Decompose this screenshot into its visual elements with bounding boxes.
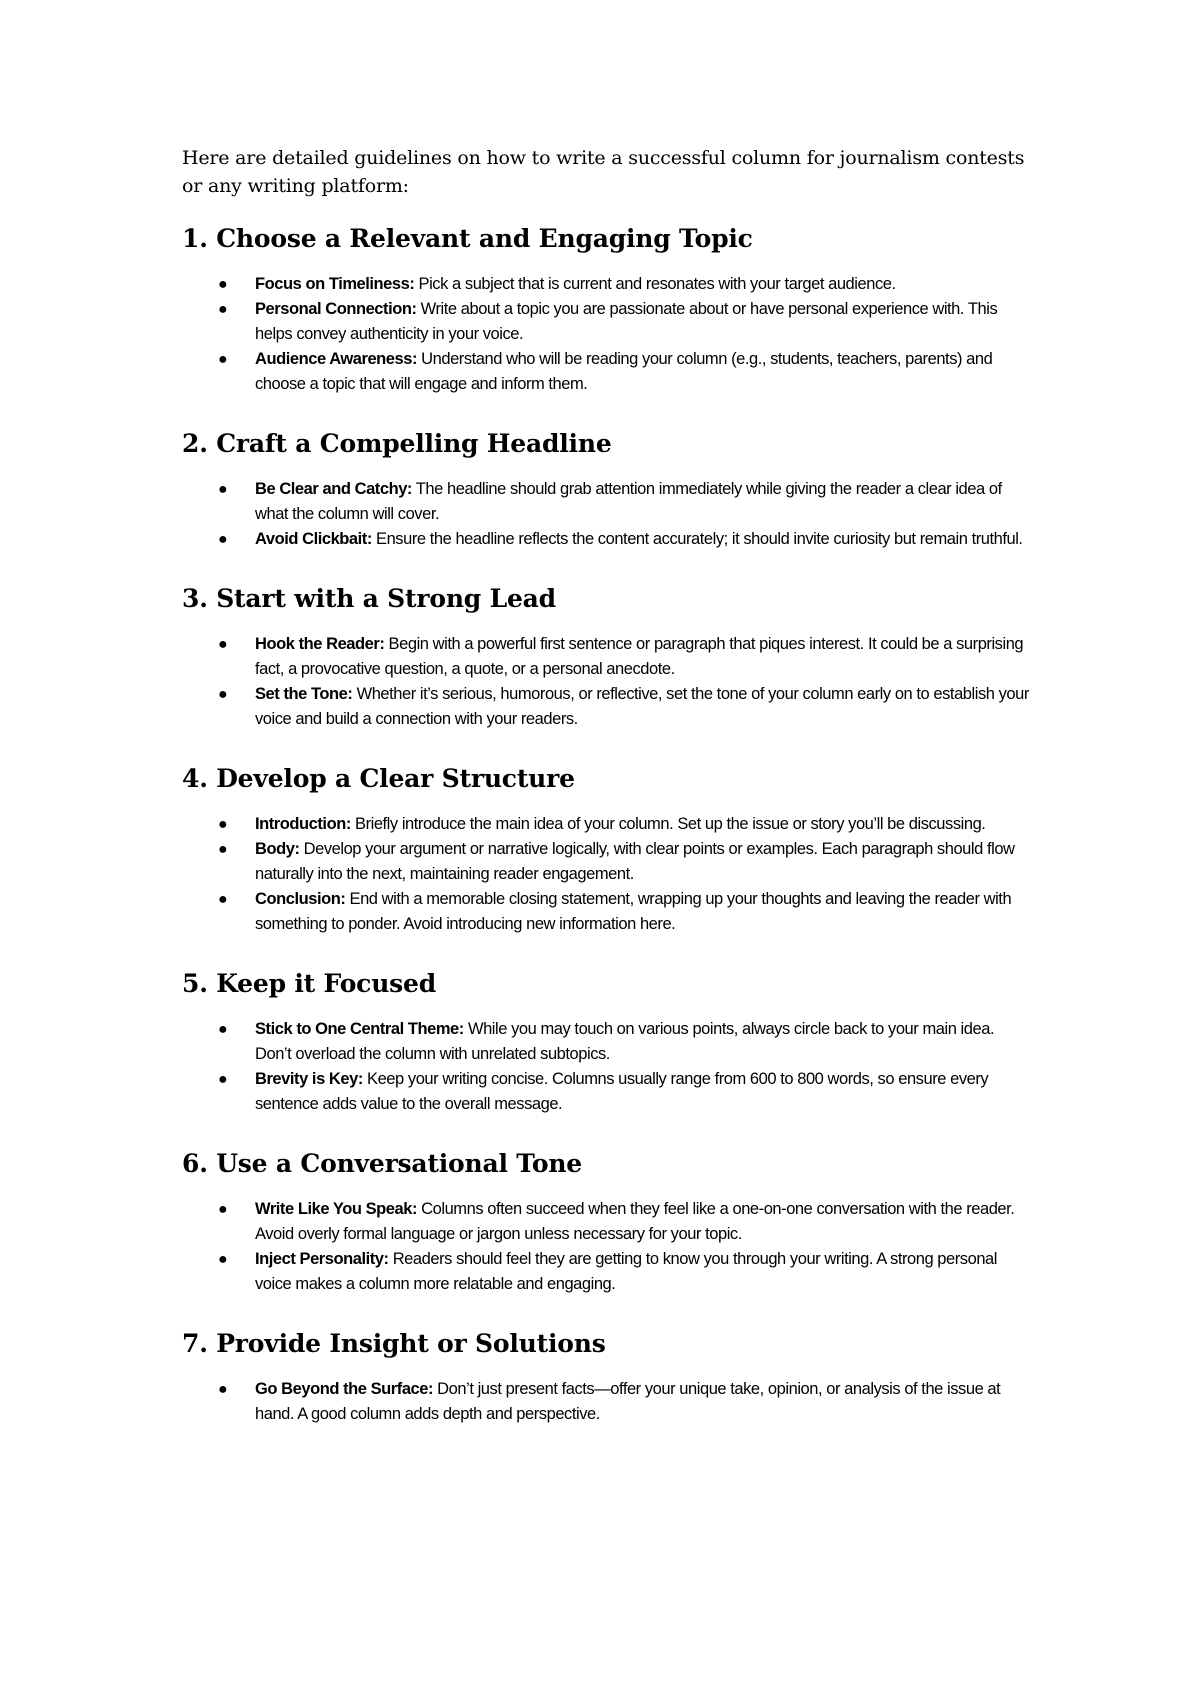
bullet-list: [182, 1377, 1032, 1427]
bullet-term: Go Beyond the Surface:: [255, 1380, 434, 1398]
list-item: [182, 272, 1032, 297]
section-3: [182, 582, 1032, 732]
bullet-term: Audience Awareness:: [255, 350, 418, 368]
bullet-list: [182, 272, 1032, 397]
bullet-text: End with a memorable closing statement, wrapping up your thoughts and leaving the reader with something to ponder. Avoid introducing new information here.: [255, 890, 1012, 933]
bullet-term: Body:: [255, 840, 300, 858]
bullet-text: Pick a subject that is current and resonates with your target audience.: [414, 275, 896, 293]
list-item: [182, 682, 1032, 732]
bullet-term: Brevity is Key:: [255, 1070, 363, 1088]
bullet-text: The headline should grab attention immediately while giving the reader a clear idea of what the column will cover.: [255, 480, 1002, 523]
list-item: [182, 297, 1032, 347]
bullet-text: Understand who will be reading your column (e.g., students, teachers, parents) and choose a topic that will engage and inform them.: [255, 350, 993, 393]
section-heading: 7. Provide Insight or Solutions: [182, 1329, 606, 1358]
bullet-list: [182, 1197, 1032, 1297]
bullet-text: Write about a topic you are passionate about or have personal experience with. This helps convey authenticity in your voice.: [255, 300, 998, 343]
list-item: [182, 632, 1032, 682]
bullet-text: Don’t just present facts—offer your unique take, opinion, or analysis of the issue at hand. A good column adds depth and perspective.: [255, 1380, 1001, 1423]
bullet-term: Personal Connection:: [255, 300, 417, 318]
bullet-dot-icon: ●: [218, 531, 228, 548]
list-item: [182, 812, 1032, 837]
bullet-dot-icon: ●: [218, 1021, 228, 1038]
bullet-term: Stick to One Central Theme:: [255, 1020, 464, 1038]
bullet-text: Whether it’s serious, humorous, or reflective, set the tone of your column early on to establish your voice and build a connection with your readers.: [255, 685, 1029, 728]
list-item: [182, 887, 1032, 937]
section-heading: 4. Develop a Clear Structure: [182, 764, 575, 793]
intro-paragraph: Here are detailed guidelines on how to write a successful column for journalism contests or any writing platform:: [182, 147, 1025, 197]
section-6: [182, 1147, 1032, 1297]
bullet-text: Briefly introduce the main idea of your column. Set up the issue or story you’ll be discussing.: [350, 815, 986, 833]
bullet-dot-icon: ●: [218, 636, 228, 653]
bullet-term: Avoid Clickbait:: [255, 530, 372, 548]
bullet-dot-icon: ●: [218, 351, 228, 368]
bullet-list: [182, 632, 1032, 732]
section-heading: 3. Start with a Strong Lead: [182, 584, 556, 613]
section-1: [182, 222, 1032, 397]
bullet-dot-icon: ●: [218, 1071, 228, 1088]
bullet-term: Write Like You Speak:: [255, 1200, 418, 1218]
bullet-term: Set the Tone:: [255, 685, 353, 703]
bullet-dot-icon: ●: [218, 1201, 228, 1218]
bullet-term: Inject Personality:: [255, 1250, 389, 1268]
bullet-dot-icon: ●: [218, 1381, 228, 1398]
bullet-term: Introduction:: [255, 815, 351, 833]
list-item: [182, 527, 1032, 552]
sections-container: [182, 222, 1032, 1427]
section-2: [182, 427, 1032, 552]
bullet-dot-icon: ●: [218, 1251, 228, 1268]
section-5: [182, 967, 1032, 1117]
list-item: [182, 347, 1032, 397]
bullet-term: Conclusion:: [255, 890, 346, 908]
bullet-dot-icon: ●: [218, 481, 228, 498]
bullet-term: Be Clear and Catchy:: [255, 480, 412, 498]
bullet-dot-icon: ●: [218, 301, 228, 318]
list-item: [182, 837, 1032, 887]
bullet-dot-icon: ●: [218, 276, 228, 293]
bullet-term: Focus on Timeliness:: [255, 275, 415, 293]
bullet-text: While you may touch on various points, always circle back to your main idea. Don’t overload the column with unrelated subtopics.: [255, 1020, 995, 1063]
bullet-list: [182, 477, 1032, 552]
bullet-term: Hook the Reader:: [255, 635, 385, 653]
bullet-list: [182, 1017, 1032, 1117]
list-item: [182, 1377, 1032, 1427]
bullet-text: Columns often succeed when they feel like a one-on-one conversation with the reader. Avoid overly formal language or jargon unless necessary for your topic.: [255, 1200, 1015, 1243]
bullet-dot-icon: ●: [218, 891, 228, 908]
section-heading: 2. Craft a Compelling Headline: [182, 429, 612, 458]
list-item: [182, 1017, 1032, 1067]
list-item: [182, 1067, 1032, 1117]
section-7: [182, 1327, 1032, 1427]
list-item: [182, 477, 1032, 527]
bullet-list: [182, 812, 1032, 937]
list-item: [182, 1197, 1032, 1247]
bullet-text: Develop your argument or narrative logically, with clear points or examples. Each paragraph should flow naturally into the next, maintaining reader engagement.: [255, 840, 1015, 883]
section-4: [182, 762, 1032, 937]
list-item: [182, 1247, 1032, 1297]
bullet-dot-icon: ●: [218, 816, 228, 833]
bullet-text: Ensure the headline reflects the content accurately; it should invite curiosity but remain truthful.: [371, 530, 1023, 548]
bullet-text: Readers should feel they are getting to know you through your writing. A strong personal voice makes a column more relatable and engaging.: [255, 1250, 997, 1293]
bullet-text: Keep your writing concise. Columns usually range from 600 to 800 words, so ensure every sentence adds value to the overall message.: [255, 1070, 989, 1113]
section-heading: 1. Choose a Relevant and Engaging Topic: [182, 224, 753, 253]
document-page: [182, 144, 1032, 1457]
section-heading: 5. Keep it Focused: [182, 969, 437, 998]
section-heading: 6. Use a Conversational Tone: [182, 1149, 583, 1178]
bullet-dot-icon: ●: [218, 686, 228, 703]
bullet-text: Begin with a powerful first sentence or paragraph that piques interest. It could be a surprising fact, a provocative question, a quote, or a personal anecdote.: [255, 635, 1024, 678]
bullet-dot-icon: ●: [218, 841, 228, 858]
